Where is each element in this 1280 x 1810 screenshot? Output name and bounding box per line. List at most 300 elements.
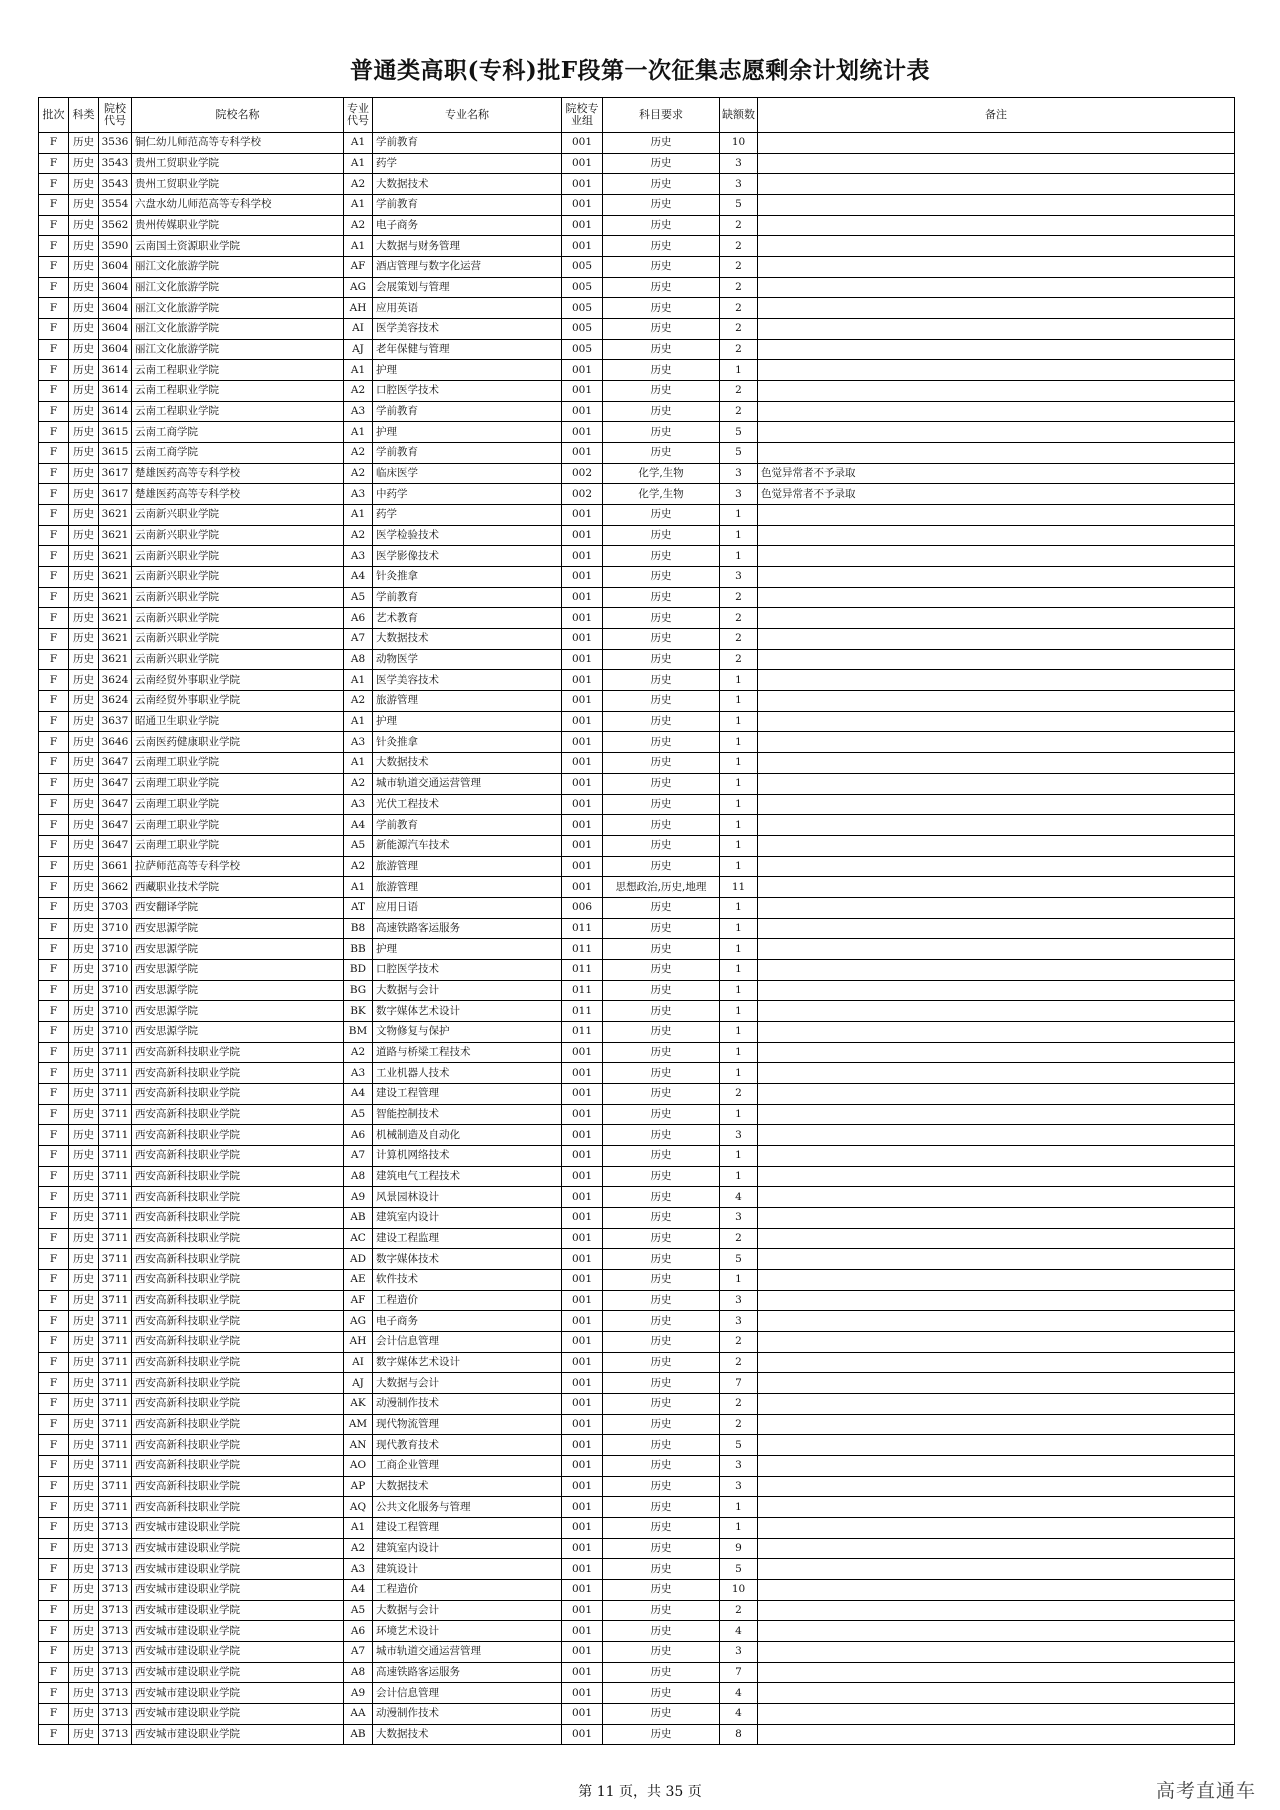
cell-remarks: [758, 567, 1235, 588]
cell-school-code: 3604: [99, 319, 132, 340]
cell-batch: F: [39, 670, 69, 691]
cell-vacancy-count: 1: [720, 939, 758, 960]
cell-subject-type: 历史: [69, 1331, 99, 1352]
cell-major-group: 001: [562, 1145, 603, 1166]
cell-school-name: 云南新兴职业学院: [132, 546, 344, 567]
cell-major-group: 001: [562, 1311, 603, 1332]
cell-major-code: BM: [344, 1021, 373, 1042]
cell-batch: F: [39, 215, 69, 236]
cell-subject-type: 历史: [69, 484, 99, 505]
cell-vacancy-count: 11: [720, 877, 758, 898]
table-row: [39, 1166, 1235, 1187]
cell-major-name: 大数据技术: [373, 753, 562, 774]
cell-subject-type: 历史: [69, 1125, 99, 1146]
cell-subject-type: 历史: [69, 1042, 99, 1063]
cell-subject-requirement: 历史: [603, 815, 720, 836]
cell-major-code: AF: [344, 257, 373, 278]
header-subject-type: 科类: [69, 98, 99, 133]
cell-major-name: 工商企业管理: [373, 1456, 562, 1477]
cell-major-group: 001: [562, 1269, 603, 1290]
cell-subject-type: 历史: [69, 1683, 99, 1704]
cell-vacancy-count: 1: [720, 980, 758, 1001]
cell-school-code: 3713: [99, 1559, 132, 1580]
cell-major-group: 001: [562, 1331, 603, 1352]
cell-subject-requirement: 历史: [603, 1683, 720, 1704]
cell-subject-requirement: 历史: [603, 1373, 720, 1394]
cell-school-name: 云南新兴职业学院: [132, 649, 344, 670]
cell-school-name: 西安城市建设职业学院: [132, 1662, 344, 1683]
cell-vacancy-count: 3: [720, 1125, 758, 1146]
table-row: [39, 1311, 1235, 1332]
cell-school-code: 3554: [99, 195, 132, 216]
cell-vacancy-count: 8: [720, 1724, 758, 1745]
cell-major-code: B8: [344, 918, 373, 939]
cell-major-group: 001: [562, 629, 603, 650]
cell-subject-requirement: 历史: [603, 1580, 720, 1601]
cell-subject-type: 历史: [69, 959, 99, 980]
cell-subject-requirement: 历史: [603, 587, 720, 608]
cell-school-code: 3710: [99, 980, 132, 1001]
cell-major-group: 001: [562, 195, 603, 216]
cell-vacancy-count: 1: [720, 1145, 758, 1166]
cell-remarks: [758, 918, 1235, 939]
cell-batch: F: [39, 732, 69, 753]
cell-subject-requirement: 历史: [603, 1435, 720, 1456]
cell-subject-requirement: 历史: [603, 525, 720, 546]
cell-subject-requirement: 历史: [603, 319, 720, 340]
header-major-group: 院校专业组: [562, 98, 603, 133]
cell-major-group: 001: [562, 360, 603, 381]
cell-vacancy-count: 1: [720, 794, 758, 815]
cell-school-code: 3713: [99, 1662, 132, 1683]
cell-batch: F: [39, 1435, 69, 1456]
cell-major-name: 临床医学: [373, 463, 562, 484]
cell-remarks: [758, 1331, 1235, 1352]
cell-subject-type: 历史: [69, 897, 99, 918]
cell-school-name: 西安高新科技职业学院: [132, 1331, 344, 1352]
cell-school-code: 3614: [99, 401, 132, 422]
cell-vacancy-count: 2: [720, 257, 758, 278]
cell-subject-requirement: 历史: [603, 133, 720, 154]
cell-major-code: A2: [344, 215, 373, 236]
cell-school-name: 云南新兴职业学院: [132, 525, 344, 546]
cell-major-name: 工程造价: [373, 1290, 562, 1311]
cell-subject-type: 历史: [69, 1621, 99, 1642]
cell-batch: F: [39, 1125, 69, 1146]
cell-major-code: A1: [344, 753, 373, 774]
cell-subject-type: 历史: [69, 1228, 99, 1249]
cell-vacancy-count: 5: [720, 422, 758, 443]
cell-major-group: 001: [562, 174, 603, 195]
cell-batch: F: [39, 1269, 69, 1290]
cell-major-group: 001: [562, 1414, 603, 1435]
cell-school-code: 3711: [99, 1352, 132, 1373]
cell-vacancy-count: 1: [720, 691, 758, 712]
cell-major-group: 001: [562, 1083, 603, 1104]
cell-school-name: 丽江文化旅游学院: [132, 257, 344, 278]
cell-school-name: 云南新兴职业学院: [132, 505, 344, 526]
cell-major-code: A4: [344, 1083, 373, 1104]
cell-major-code: A4: [344, 815, 373, 836]
cell-major-group: 001: [562, 1518, 603, 1539]
cell-remarks: [758, 401, 1235, 422]
cell-major-code: A9: [344, 1187, 373, 1208]
cell-major-code: A9: [344, 1683, 373, 1704]
cell-subject-requirement: 历史: [603, 1331, 720, 1352]
cell-vacancy-count: 5: [720, 1435, 758, 1456]
cell-batch: F: [39, 567, 69, 588]
cell-vacancy-count: 2: [720, 1083, 758, 1104]
table-row: [39, 856, 1235, 877]
cell-vacancy-count: 4: [720, 1187, 758, 1208]
cell-major-code: A3: [344, 732, 373, 753]
cell-major-group: 001: [562, 1373, 603, 1394]
cell-major-name: 学前教育: [373, 195, 562, 216]
cell-remarks: [758, 711, 1235, 732]
cell-remarks: [758, 546, 1235, 567]
cell-batch: F: [39, 1497, 69, 1518]
cell-major-name: 护理: [373, 360, 562, 381]
cell-batch: F: [39, 257, 69, 278]
cell-major-name: 口腔医学技术: [373, 959, 562, 980]
cell-subject-type: 历史: [69, 463, 99, 484]
cell-subject-type: 历史: [69, 1662, 99, 1683]
cell-major-group: 005: [562, 298, 603, 319]
cell-remarks: [758, 732, 1235, 753]
cell-school-name: 云南工程职业学院: [132, 381, 344, 402]
cell-remarks: [758, 277, 1235, 298]
cell-school-name: 云南理工职业学院: [132, 794, 344, 815]
cell-school-name: 西藏职业技术学院: [132, 877, 344, 898]
cell-major-code: A2: [344, 463, 373, 484]
cell-subject-type: 历史: [69, 277, 99, 298]
cell-major-name: 学前教育: [373, 401, 562, 422]
table-row: [39, 897, 1235, 918]
cell-school-code: 3710: [99, 959, 132, 980]
cell-subject-type: 历史: [69, 1352, 99, 1373]
cell-school-name: 西安高新科技职业学院: [132, 1497, 344, 1518]
table-row: [39, 835, 1235, 856]
cell-school-name: 西安思源学院: [132, 939, 344, 960]
cell-subject-requirement: 历史: [603, 732, 720, 753]
cell-major-name: 现代教育技术: [373, 1435, 562, 1456]
cell-vacancy-count: 2: [720, 1228, 758, 1249]
cell-major-name: 高速铁路客运服务: [373, 1662, 562, 1683]
cell-school-code: 3661: [99, 856, 132, 877]
cell-batch: F: [39, 959, 69, 980]
header-batch: 批次: [39, 98, 69, 133]
cell-vacancy-count: 1: [720, 525, 758, 546]
cell-school-code: 3621: [99, 567, 132, 588]
cell-subject-type: 历史: [69, 339, 99, 360]
table-row: [39, 1104, 1235, 1125]
cell-major-name: 智能控制技术: [373, 1104, 562, 1125]
cell-subject-requirement: 历史: [603, 897, 720, 918]
cell-major-code: A1: [344, 711, 373, 732]
cell-batch: F: [39, 1063, 69, 1084]
cell-batch: F: [39, 546, 69, 567]
cell-subject-type: 历史: [69, 1269, 99, 1290]
cell-major-code: AB: [344, 1724, 373, 1745]
cell-school-name: 西安城市建设职业学院: [132, 1621, 344, 1642]
cell-remarks: [758, 691, 1235, 712]
cell-major-code: AM: [344, 1414, 373, 1435]
cell-major-name: 学前教育: [373, 443, 562, 464]
cell-remarks: [758, 422, 1235, 443]
cell-major-code: AH: [344, 1331, 373, 1352]
cell-major-group: 001: [562, 1249, 603, 1270]
cell-remarks: [758, 1456, 1235, 1477]
cell-major-name: 数字媒体艺术设计: [373, 1352, 562, 1373]
cell-major-code: A8: [344, 649, 373, 670]
cell-major-group: 001: [562, 753, 603, 774]
cell-major-code: A2: [344, 1538, 373, 1559]
remaining-plan-table: [38, 97, 1235, 1745]
cell-remarks: [758, 339, 1235, 360]
cell-remarks: [758, 505, 1235, 526]
cell-remarks: [758, 1207, 1235, 1228]
cell-major-name: 光伏工程技术: [373, 794, 562, 815]
cell-batch: F: [39, 649, 69, 670]
cell-remarks: [758, 1021, 1235, 1042]
cell-vacancy-count: 1: [720, 1021, 758, 1042]
cell-vacancy-count: 3: [720, 1290, 758, 1311]
cell-subject-type: 历史: [69, 1249, 99, 1270]
cell-school-code: 3604: [99, 277, 132, 298]
cell-major-code: A5: [344, 835, 373, 856]
cell-school-name: 西安高新科技职业学院: [132, 1352, 344, 1373]
cell-major-group: 001: [562, 1642, 603, 1663]
table-row: [39, 484, 1235, 505]
cell-subject-type: 历史: [69, 257, 99, 278]
table-row: [39, 732, 1235, 753]
cell-subject-type: 历史: [69, 236, 99, 257]
cell-subject-requirement: 历史: [603, 959, 720, 980]
table-row: [39, 1642, 1235, 1663]
table-row: [39, 980, 1235, 1001]
cell-school-name: 西安城市建设职业学院: [132, 1559, 344, 1580]
cell-subject-requirement: 历史: [603, 1228, 720, 1249]
cell-school-name: 西安思源学院: [132, 1001, 344, 1022]
cell-subject-requirement: 历史: [603, 1104, 720, 1125]
cell-major-name: 动物医学: [373, 649, 562, 670]
cell-major-code: A2: [344, 525, 373, 546]
cell-subject-type: 历史: [69, 1580, 99, 1601]
cell-school-code: 3711: [99, 1207, 132, 1228]
cell-remarks: [758, 1435, 1235, 1456]
cell-batch: F: [39, 381, 69, 402]
cell-vacancy-count: 2: [720, 608, 758, 629]
cell-batch: F: [39, 1021, 69, 1042]
cell-subject-type: 历史: [69, 815, 99, 836]
cell-subject-requirement: 历史: [603, 670, 720, 691]
cell-major-code: BG: [344, 980, 373, 1001]
cell-remarks: [758, 1724, 1235, 1745]
table-row: [39, 339, 1235, 360]
page-number: 第 11 页，共 35 页: [578, 1784, 702, 1800]
cell-major-name: 计算机网络技术: [373, 1145, 562, 1166]
cell-school-code: 3713: [99, 1724, 132, 1745]
cell-subject-requirement: 历史: [603, 401, 720, 422]
cell-school-code: 3703: [99, 897, 132, 918]
cell-remarks: [758, 1704, 1235, 1725]
header-major-code: 专业代号: [344, 98, 373, 133]
header-school-name: 院校名称: [132, 98, 344, 133]
cell-vacancy-count: 1: [720, 670, 758, 691]
cell-major-group: 005: [562, 319, 603, 340]
cell-major-code: AG: [344, 277, 373, 298]
cell-subject-type: 历史: [69, 1207, 99, 1228]
cell-major-group: 001: [562, 1683, 603, 1704]
cell-major-code: A2: [344, 381, 373, 402]
table-row: [39, 1125, 1235, 1146]
cell-subject-type: 历史: [69, 753, 99, 774]
cell-major-code: AA: [344, 1704, 373, 1725]
cell-major-group: 001: [562, 815, 603, 836]
table-row: [39, 1600, 1235, 1621]
cell-school-name: 西安高新科技职业学院: [132, 1083, 344, 1104]
cell-major-name: 数字媒体艺术设计: [373, 1001, 562, 1022]
cell-subject-requirement: 历史: [603, 1642, 720, 1663]
cell-school-name: 西安城市建设职业学院: [132, 1538, 344, 1559]
cell-subject-type: 历史: [69, 381, 99, 402]
cell-school-code: 3711: [99, 1042, 132, 1063]
table-row: [39, 1001, 1235, 1022]
cell-major-group: 001: [562, 587, 603, 608]
cell-school-name: 云南理工职业学院: [132, 815, 344, 836]
cell-major-name: 高速铁路客运服务: [373, 918, 562, 939]
cell-subject-type: 历史: [69, 401, 99, 422]
cell-school-name: 西安高新科技职业学院: [132, 1290, 344, 1311]
cell-subject-type: 历史: [69, 360, 99, 381]
cell-batch: F: [39, 401, 69, 422]
cell-subject-requirement: 历史: [603, 1393, 720, 1414]
cell-batch: F: [39, 1145, 69, 1166]
cell-major-name: 电子商务: [373, 1311, 562, 1332]
cell-school-code: 3711: [99, 1249, 132, 1270]
cell-major-group: 001: [562, 1042, 603, 1063]
cell-vacancy-count: 3: [720, 174, 758, 195]
cell-subject-requirement: 历史: [603, 1001, 720, 1022]
cell-major-name: 城市轨道交通运营管理: [373, 1642, 562, 1663]
cell-subject-type: 历史: [69, 1435, 99, 1456]
cell-major-group: 001: [562, 1724, 603, 1745]
cell-major-name: 建筑电气工程技术: [373, 1166, 562, 1187]
cell-major-group: 001: [562, 422, 603, 443]
cell-subject-requirement: 历史: [603, 153, 720, 174]
cell-school-name: 西安城市建设职业学院: [132, 1518, 344, 1539]
cell-major-name: 大数据技术: [373, 629, 562, 650]
cell-school-code: 3617: [99, 484, 132, 505]
cell-school-code: 3711: [99, 1414, 132, 1435]
cell-major-code: A7: [344, 1642, 373, 1663]
cell-remarks: [758, 1166, 1235, 1187]
table-body: [39, 133, 1235, 1745]
cell-subject-requirement: 历史: [603, 1621, 720, 1642]
cell-major-name: 建设工程管理: [373, 1518, 562, 1539]
cell-school-name: 西安城市建设职业学院: [132, 1704, 344, 1725]
cell-subject-requirement: 历史: [603, 691, 720, 712]
cell-school-code: 3621: [99, 525, 132, 546]
cell-subject-requirement: 历史: [603, 443, 720, 464]
cell-subject-type: 历史: [69, 835, 99, 856]
cell-major-group: 001: [562, 856, 603, 877]
cell-remarks: [758, 1683, 1235, 1704]
cell-batch: F: [39, 980, 69, 1001]
cell-school-name: 楚雄医药高等专科学校: [132, 484, 344, 505]
cell-remarks: [758, 153, 1235, 174]
cell-subject-type: 历史: [69, 443, 99, 464]
cell-major-name: 酒店管理与数字化运营: [373, 257, 562, 278]
table-row: [39, 443, 1235, 464]
cell-subject-requirement: 历史: [603, 1083, 720, 1104]
cell-remarks: [758, 959, 1235, 980]
cell-remarks: [758, 1063, 1235, 1084]
cell-subject-type: 历史: [69, 1187, 99, 1208]
cell-vacancy-count: 2: [720, 339, 758, 360]
cell-vacancy-count: 4: [720, 1621, 758, 1642]
cell-school-code: 3604: [99, 257, 132, 278]
cell-subject-requirement: 历史: [603, 1145, 720, 1166]
cell-school-code: 3615: [99, 422, 132, 443]
cell-major-group: 001: [562, 670, 603, 691]
cell-major-group: 002: [562, 463, 603, 484]
cell-remarks: [758, 939, 1235, 960]
cell-major-group: 001: [562, 608, 603, 629]
cell-subject-type: 历史: [69, 1290, 99, 1311]
cell-batch: F: [39, 773, 69, 794]
cell-subject-requirement: 化学,生物: [603, 463, 720, 484]
cell-batch: F: [39, 1187, 69, 1208]
cell-subject-type: 历史: [69, 1393, 99, 1414]
cell-vacancy-count: 1: [720, 1166, 758, 1187]
cell-school-name: 昭通卫生职业学院: [132, 711, 344, 732]
cell-vacancy-count: 1: [720, 1042, 758, 1063]
cell-school-name: 丽江文化旅游学院: [132, 319, 344, 340]
cell-major-group: 001: [562, 1228, 603, 1249]
cell-subject-type: 历史: [69, 525, 99, 546]
cell-batch: F: [39, 133, 69, 154]
cell-batch: F: [39, 1580, 69, 1601]
cell-major-code: A1: [344, 153, 373, 174]
cell-batch: F: [39, 691, 69, 712]
cell-major-name: 老年保健与管理: [373, 339, 562, 360]
table-row: [39, 567, 1235, 588]
cell-major-group: 001: [562, 215, 603, 236]
cell-major-group: 001: [562, 1621, 603, 1642]
cell-subject-type: 历史: [69, 1518, 99, 1539]
cell-school-code: 3617: [99, 463, 132, 484]
watermark: 高考直通车: [1155, 1780, 1256, 1802]
cell-major-code: AE: [344, 1269, 373, 1290]
cell-major-name: 护理: [373, 711, 562, 732]
table-row: [39, 1497, 1235, 1518]
cell-vacancy-count: 5: [720, 1559, 758, 1580]
cell-major-name: 医学美容技术: [373, 319, 562, 340]
cell-major-group: 001: [562, 649, 603, 670]
cell-batch: F: [39, 608, 69, 629]
cell-school-name: 西安高新科技职业学院: [132, 1228, 344, 1249]
cell-major-code: A2: [344, 443, 373, 464]
cell-batch: F: [39, 1166, 69, 1187]
cell-subject-requirement: 历史: [603, 422, 720, 443]
cell-subject-requirement: 历史: [603, 1125, 720, 1146]
table-row: [39, 1207, 1235, 1228]
cell-major-group: 006: [562, 897, 603, 918]
cell-vacancy-count: 3: [720, 1456, 758, 1477]
cell-major-code: A1: [344, 877, 373, 898]
cell-vacancy-count: 1: [720, 897, 758, 918]
